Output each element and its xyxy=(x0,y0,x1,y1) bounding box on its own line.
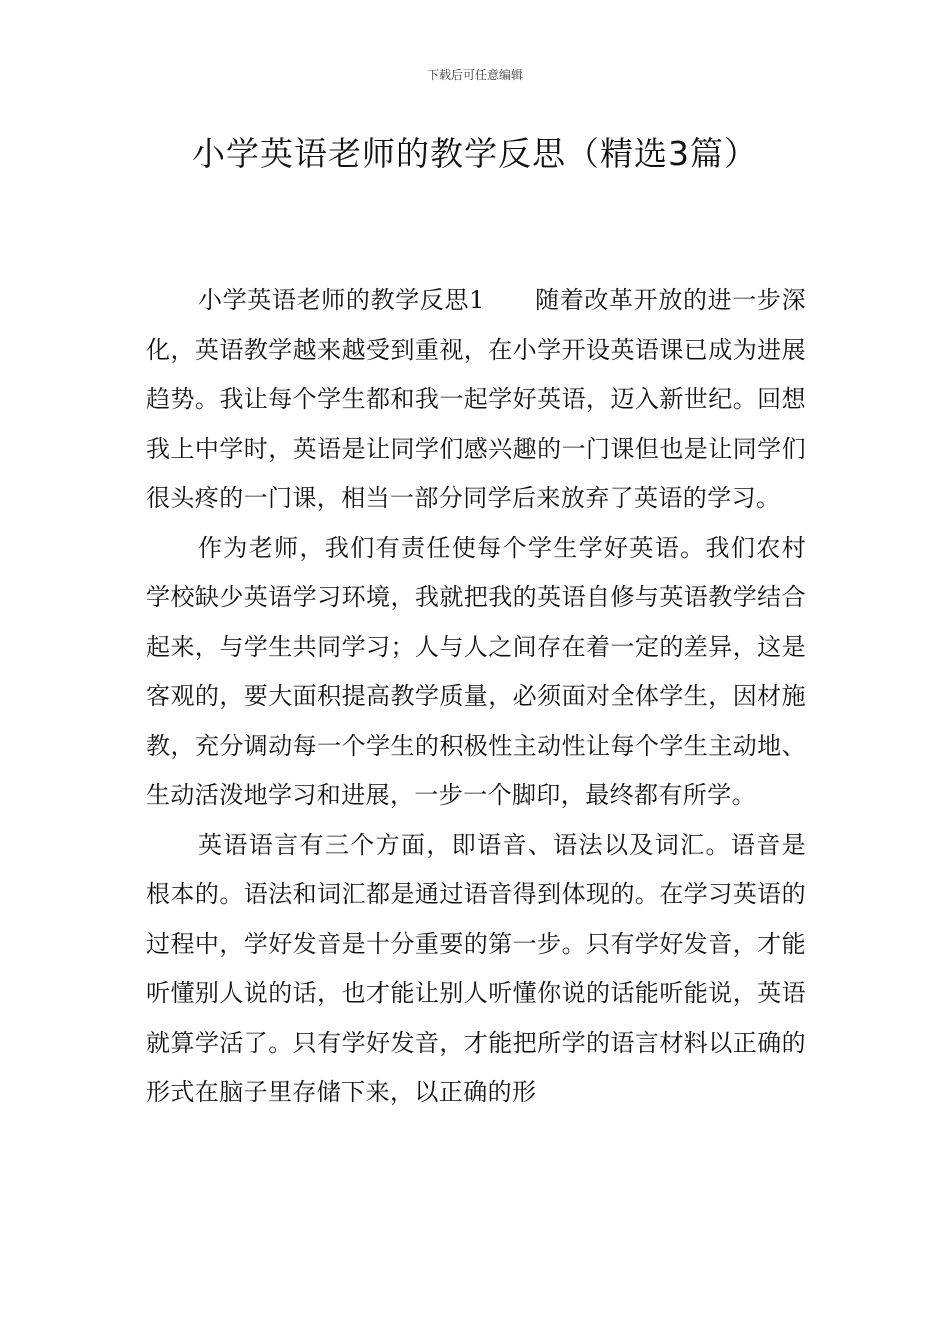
document-body xyxy=(146,276,806,1118)
paragraph-1 xyxy=(146,276,806,524)
paragraph-3: 英语语言有三个方面，即语音、语法以及词汇。语音是根本的。语法和词汇都是通过语音得到体现的。在学习英语的过程中，学好发音是十分重要的第一步。只有学好发音，才能听懂别人说的话，也才能让别人听懂你说的话能听能说，英语就算学活了。只有学好发音，才能把所学的语言材料以正确的形式在脑子里存储下来，以正确的形 xyxy=(146,830,806,1106)
document-title: 小学英语老师的教学反思（精选3篇） xyxy=(192,134,758,173)
header-note: 下载后可任意编辑 xyxy=(426,68,523,82)
paragraph-1-text: 随着改革开放的进一步深化，英语教学越来越受到重视，在小学开设英语课已成为进展趋势。我让每个学生都和我一起学好英语，迈入新世纪。回想我上中学时，英语是让同学们感兴趣的一门课但也是让同学们很头疼的一门课，相当一部分同学后来放弃了英语的学习。 xyxy=(146,286,806,512)
paragraph-2: 作为老师，我们有责任使每个学生学好英语。我们农村学校缺少英语学习环境，我就把我的英语自修与英语教学结合起来，与学生共同学习；人与人之间存在着一定的差异，这是客观的，要大面积提高教学质量，必须面对全体学生，因材施教，充分调动每一个学生的积极性主动性让每个学生主动地、生动活泼地学习和进展，一步一个脚印，最终都有所学。 xyxy=(146,533,806,809)
section-heading: 小学英语老师的教学反思1 xyxy=(198,286,485,314)
